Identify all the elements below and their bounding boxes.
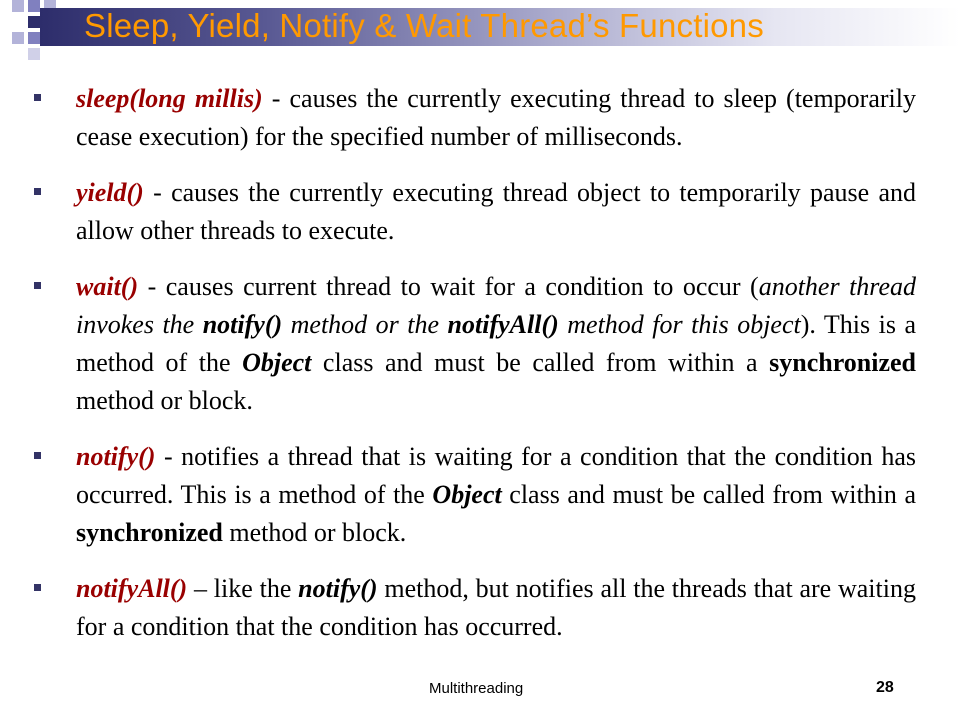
method-reference: notifyAll() <box>447 310 559 339</box>
bullet-list <box>34 80 916 664</box>
footer-label: Multithreading <box>429 680 524 697</box>
italic-text: method for this object <box>558 310 801 339</box>
bullet-wait <box>34 268 916 420</box>
square-bullet-icon <box>34 94 41 101</box>
bullet-text: - causes current thread to wait for a condition to occur ( <box>138 272 759 301</box>
bullet-text: - causes the currently executing thread object to temporarily pause and allow other threads to execute. <box>76 178 916 245</box>
bullet-text: class and must be called from within a <box>311 348 770 377</box>
bullet-text: ). This is a method of the <box>76 310 916 377</box>
class-reference: Object <box>242 348 312 377</box>
function-name: wait() <box>76 272 139 301</box>
keyword: synchronized <box>76 518 223 547</box>
bullet-sleep <box>34 80 916 156</box>
square-bullet-icon <box>34 452 41 459</box>
bullet-text: method or block. <box>76 386 253 415</box>
bullet-text: method or block. <box>222 518 407 547</box>
square-bullet-icon <box>34 188 41 195</box>
page-number: 28 <box>876 679 894 696</box>
class-reference: Object <box>432 480 502 509</box>
square-bullet-icon <box>34 584 41 591</box>
square-bullet-icon <box>34 282 41 289</box>
keyword: synchronized <box>769 348 916 377</box>
function-name: sleep(long millis) <box>76 84 263 113</box>
italic-text: another thread invokes the <box>76 272 916 339</box>
bullet-text: - causes the currently executing thread to sleep (temporarily cease execution) for the specified number of milliseconds. <box>76 84 916 151</box>
bullet-text: class and must be called from within a <box>501 480 917 509</box>
method-reference: notify() <box>202 310 283 339</box>
function-name: notify() <box>76 442 156 471</box>
slide-title: Sleep, Yield, Notify & Wait Thread’s Functions <box>84 7 764 44</box>
bullet-text: method, but notifies all the threads that are waiting for a condition that the condition has occurred. <box>76 574 916 641</box>
function-name: yield() <box>76 178 144 207</box>
bullet-text: - notifies a thread that is waiting for a condition that the condition has occurred. This is a method of the <box>76 442 916 509</box>
function-name: notifyAll() <box>76 574 188 603</box>
bullet-notifyall <box>34 570 916 646</box>
italic-text: method or the <box>282 310 448 339</box>
bullet-yield <box>34 174 916 250</box>
method-reference: notify() <box>298 574 378 603</box>
bullet-notify <box>34 438 916 552</box>
bullet-text: – like the <box>187 574 299 603</box>
